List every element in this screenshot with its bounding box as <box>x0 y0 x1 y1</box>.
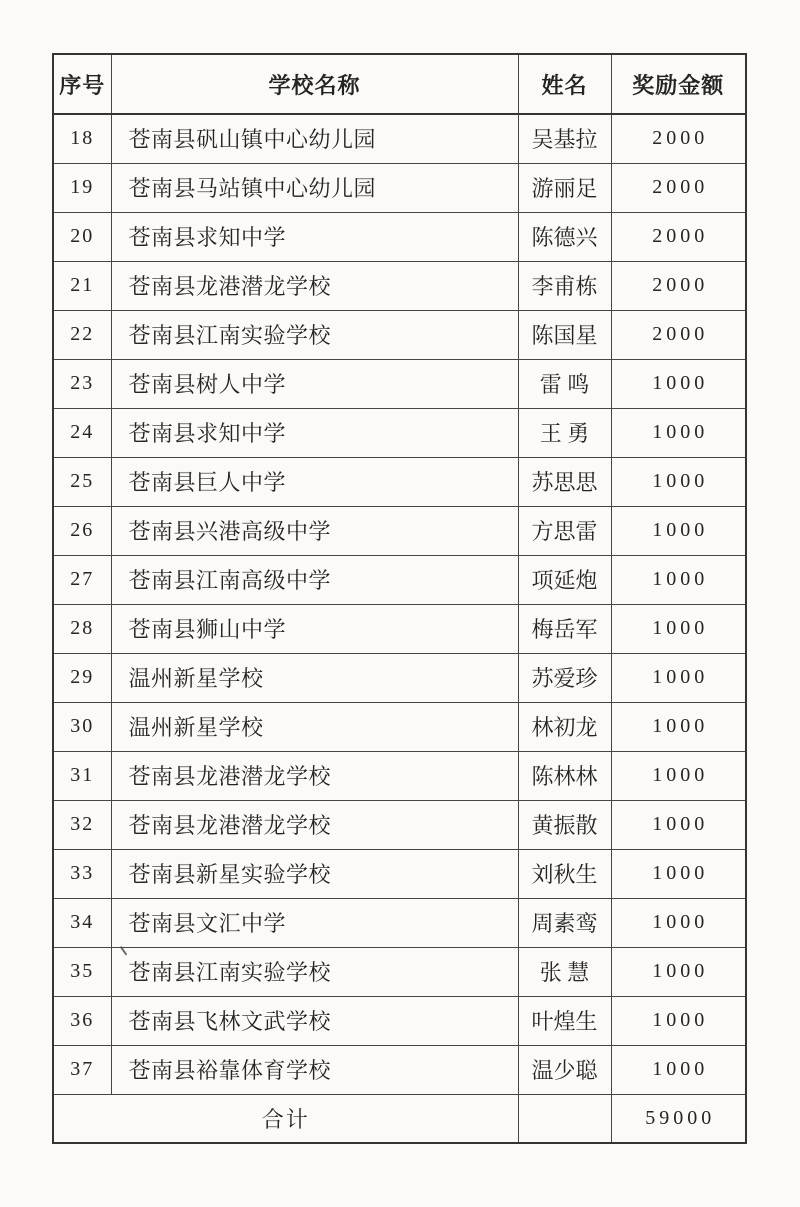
table-row <box>53 1045 746 1094</box>
cell-person-name: 叶煌生 <box>518 996 611 1045</box>
cell-school-name: 苍南县马站镇中心幼儿园 <box>111 163 518 212</box>
cell-school-name: 苍南县新星实验学校 <box>111 849 518 898</box>
cell-award-amount: 1000 <box>611 506 746 555</box>
cell-person-name: 黄振散 <box>518 800 611 849</box>
cell-person-name: 方思雷 <box>518 506 611 555</box>
cell-serial-number: 32 <box>53 800 111 849</box>
cell-school-name: 苍南县江南实验学校 <box>111 310 518 359</box>
cell-person-name: 游丽足 <box>518 163 611 212</box>
total-row <box>53 1094 746 1143</box>
cell-serial-number: 35 <box>53 947 111 996</box>
cell-person-name: 刘秋生 <box>518 849 611 898</box>
total-label: 合计 <box>53 1094 518 1143</box>
cell-person-name: 周素鸾 <box>518 898 611 947</box>
cell-serial-number: 21 <box>53 261 111 310</box>
cell-school-name: 苍南县树人中学 <box>111 359 518 408</box>
cell-award-amount: 1000 <box>611 408 746 457</box>
cell-serial-number: 26 <box>53 506 111 555</box>
cell-award-amount: 1000 <box>611 702 746 751</box>
cell-award-amount: 1000 <box>611 751 746 800</box>
cell-serial-number: 24 <box>53 408 111 457</box>
cell-serial-number: 34 <box>53 898 111 947</box>
cell-person-name: 梅岳军 <box>518 604 611 653</box>
cell-serial-number: 20 <box>53 212 111 261</box>
cell-person-name: 吴基拉 <box>518 114 611 163</box>
cell-school-name: 苍南县龙港潜龙学校 <box>111 751 518 800</box>
table-row <box>53 604 746 653</box>
cell-school-name: 苍南县兴港高级中学 <box>111 506 518 555</box>
cell-award-amount: 1000 <box>611 1045 746 1094</box>
cell-award-amount: 1000 <box>611 653 746 702</box>
cell-school-name: 苍南县求知中学 <box>111 212 518 261</box>
total-empty-name-cell <box>518 1094 611 1143</box>
cell-person-name: 陈国星 <box>518 310 611 359</box>
cell-award-amount: 1000 <box>611 849 746 898</box>
cell-school-name: 苍南县江南高级中学 <box>111 555 518 604</box>
table-row <box>53 849 746 898</box>
table-row <box>53 114 746 163</box>
cell-school-name: 苍南县飞林文武学校 <box>111 996 518 1045</box>
cell-serial-number: 23 <box>53 359 111 408</box>
cell-person-name: 张 慧 <box>518 947 611 996</box>
cell-award-amount: 1000 <box>611 555 746 604</box>
table-row <box>53 212 746 261</box>
total-amount: 59000 <box>611 1094 746 1143</box>
table-row <box>53 751 746 800</box>
cell-serial-number: 36 <box>53 996 111 1045</box>
table-row <box>53 898 746 947</box>
award-table <box>52 53 747 1144</box>
table-row <box>53 457 746 506</box>
table-row <box>53 947 746 996</box>
cell-school-name: 温州新星学校 <box>111 702 518 751</box>
cell-person-name: 雷 鸣 <box>518 359 611 408</box>
table-row <box>53 261 746 310</box>
cell-serial-number: 30 <box>53 702 111 751</box>
cell-person-name: 苏爱珍 <box>518 653 611 702</box>
cell-award-amount: 2000 <box>611 163 746 212</box>
column-header-amount: 奖励金额 <box>611 54 746 114</box>
cell-award-amount: 1000 <box>611 457 746 506</box>
cell-person-name: 李甫栋 <box>518 261 611 310</box>
table-header-row <box>53 54 746 114</box>
table-row <box>53 996 746 1045</box>
cell-award-amount: 2000 <box>611 114 746 163</box>
cell-serial-number: 25 <box>53 457 111 506</box>
table-row <box>53 702 746 751</box>
cell-award-amount: 1000 <box>611 996 746 1045</box>
cell-award-amount: 1000 <box>611 359 746 408</box>
column-header-school: 学校名称 <box>111 54 518 114</box>
cell-school-name: 苍南县巨人中学 <box>111 457 518 506</box>
table-row <box>53 408 746 457</box>
cell-serial-number: 27 <box>53 555 111 604</box>
table-row <box>53 310 746 359</box>
table-row <box>53 163 746 212</box>
cell-person-name: 陈林林 <box>518 751 611 800</box>
cell-serial-number: 29 <box>53 653 111 702</box>
cell-serial-number: 33 <box>53 849 111 898</box>
cell-person-name: 项延炮 <box>518 555 611 604</box>
cell-award-amount: 2000 <box>611 310 746 359</box>
table-row <box>53 555 746 604</box>
cell-award-amount: 1000 <box>611 604 746 653</box>
cell-school-name: 苍南县狮山中学 <box>111 604 518 653</box>
column-header-serial: 序号 <box>53 54 111 114</box>
cell-person-name: 王 勇 <box>518 408 611 457</box>
cell-award-amount: 1000 <box>611 898 746 947</box>
cell-award-amount: 1000 <box>611 947 746 996</box>
column-header-name: 姓名 <box>518 54 611 114</box>
cell-school-name: 苍南县文汇中学 <box>111 898 518 947</box>
cell-school-name: 苍南县江南实验学校 <box>111 947 518 996</box>
cell-school-name: 苍南县龙港潜龙学校 <box>111 261 518 310</box>
table-row <box>53 506 746 555</box>
cell-person-name: 温少聪 <box>518 1045 611 1094</box>
cell-serial-number: 18 <box>53 114 111 163</box>
cell-school-name: 苍南县龙港潜龙学校 <box>111 800 518 849</box>
table-row <box>53 653 746 702</box>
cell-person-name: 苏思思 <box>518 457 611 506</box>
cell-school-name: 苍南县裕靠体育学校 <box>111 1045 518 1094</box>
cell-serial-number: 31 <box>53 751 111 800</box>
table-row <box>53 359 746 408</box>
cell-serial-number: 22 <box>53 310 111 359</box>
cell-serial-number: 19 <box>53 163 111 212</box>
cell-school-name: 苍南县矾山镇中心幼儿园 <box>111 114 518 163</box>
cell-serial-number: 37 <box>53 1045 111 1094</box>
cell-serial-number: 28 <box>53 604 111 653</box>
cell-award-amount: 2000 <box>611 261 746 310</box>
cell-award-amount: 2000 <box>611 212 746 261</box>
cell-school-name: 苍南县求知中学 <box>111 408 518 457</box>
cell-person-name: 林初龙 <box>518 702 611 751</box>
cell-award-amount: 1000 <box>611 800 746 849</box>
table-row <box>53 800 746 849</box>
cell-person-name: 陈德兴 <box>518 212 611 261</box>
cell-school-name: 温州新星学校 <box>111 653 518 702</box>
